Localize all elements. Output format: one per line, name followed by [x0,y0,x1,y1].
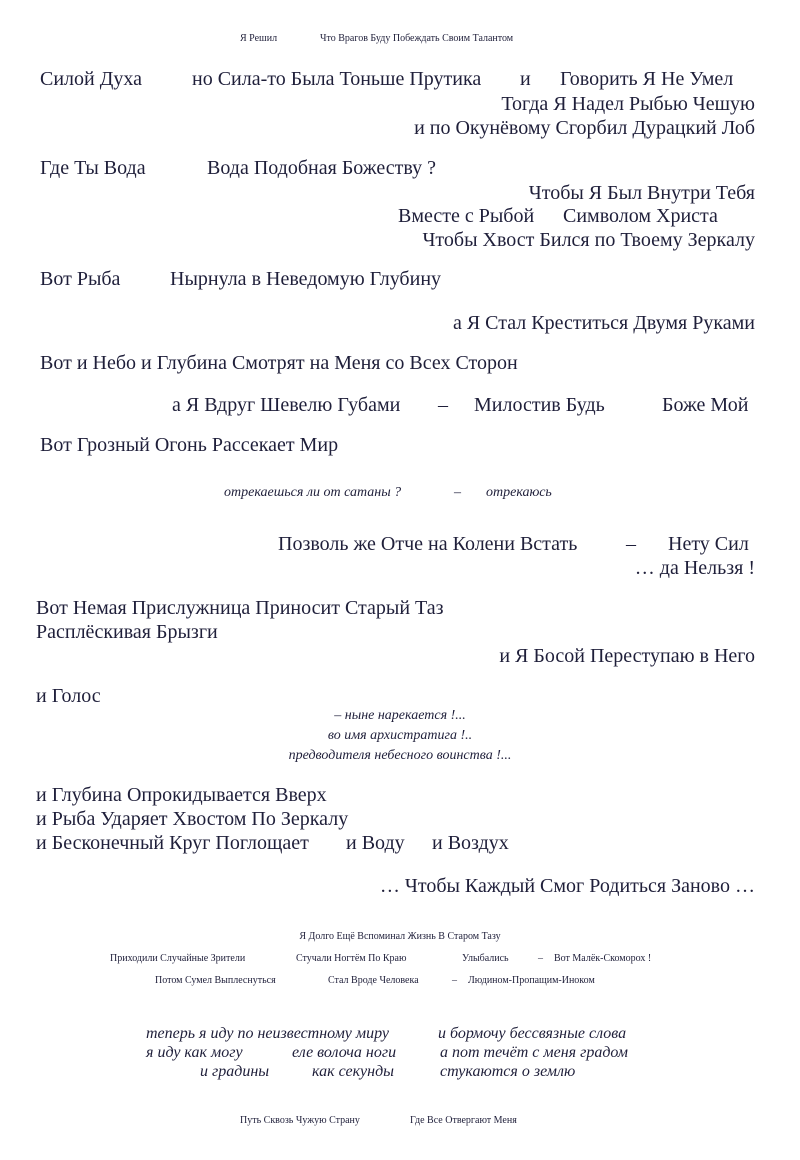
verse-line: Вот Немая Прислужница Приносит Старый Таз [36,597,444,619]
italic-line: а пот течёт с меня градом [440,1044,629,1061]
verse-line: и [520,68,531,90]
verse-line: а Я Стал Креститься Двумя Руками [452,312,755,334]
verse-line: и Голос [36,685,101,707]
small-line: Стал Вроде Человека [328,975,419,986]
verse-line: и по Окунёвому Сгорбил Дурацкий Лоб [414,117,755,139]
small-line: – [452,975,457,986]
verse-line: Позволь же Отче на Колени Встать [278,533,578,555]
verse-line: Вместе с Рыбой [398,205,535,227]
italic-line: стукаются о землю [440,1063,576,1080]
verse-line: – [438,394,448,416]
italic-line: отрекаешься ли от сатаны ? [224,485,402,500]
italic-line: и бормочу бессвязные слова [438,1025,627,1042]
verse-line: … да Нельзя ! [634,557,755,579]
small-line: Вот Малёк-Скоморох ! [554,953,652,964]
italic-line: отрекаюсь [486,485,552,500]
italic-line: теперь я иду по неизвестному миру [146,1025,389,1042]
verse-line: Боже Мой [662,394,749,416]
italic-line: еле волоча ноги [292,1044,397,1061]
verse-line: но Сила-то Была Тоньше Прутика [192,68,482,90]
italic-line: и градины [200,1063,270,1080]
verse-line: Нырнула в Неведомую Глубину [170,268,442,290]
small-line: Я Долго Ещё Вспоминал Жизнь В Старом Тазу [299,931,501,942]
verse-line: … Чтобы Каждый Смог Родиться Заново … [379,875,755,897]
verse-line: и Воду [346,832,405,854]
verse-line: Где Ты Вода [40,157,146,179]
verse-line: Чтобы Хвост Бился по Твоему Зеркалу [422,229,755,251]
verse-line: Символом Христа [563,205,718,227]
bottom-line-2: Где Все Отвергают Меня [410,1115,517,1126]
small-line: Потом Сумел Выплеснуться [155,975,276,986]
verse-line: Вода Подобная Божеству ? [207,157,436,179]
verse-line: и Рыба Ударяет Хвостом По Зеркалу [36,808,349,830]
italic-line: я иду как могу [146,1044,243,1061]
verse-line: Тогда Я Надел Рыбью Чешую [501,93,755,115]
verse-line: Вот и Небо и Глубина Смотрят на Меня со Всех Сторон [40,352,518,374]
italic-line: как секунды [312,1063,395,1080]
verse-line: Расплёскивая Брызги [36,621,218,643]
italic-line: во имя архистратига !.. [327,728,473,743]
italic-line: – [454,485,461,500]
small-line: – [538,953,543,964]
verse-line: Вот Грозный Огонь Рассекает Мир [40,434,339,456]
verse-line: и Я Босой Переступаю в Него [499,645,755,667]
italic-line: – ныне нарекается !... [334,708,466,723]
small-line: Людином-Пропащим-Иноком [468,975,595,986]
small-line: Стучали Ногтём По Краю [296,953,407,964]
bottom-line-1: Путь Сквозь Чужую Страну [240,1115,360,1126]
verse-line: – [626,533,636,555]
verse-line: Говорить Я Не Умел [560,68,734,90]
italic-line: предводителя небесного воинства !... [288,748,512,763]
verse-line: Нету Сил [668,533,749,555]
verse-line: и Бесконечный Круг Поглощает [36,832,309,854]
small-line: Приходили Случайные Зрители [110,953,246,964]
verse-line: Силой Духа [40,68,142,90]
verse-line: и Воздух [432,832,509,854]
verse-line: и Глубина Опрокидывается Вверх [36,784,327,806]
verse-line: Милостив Будь [474,394,605,416]
verse-line: Чтобы Я Был Внутри Тебя [528,182,755,204]
verse-line: а Я Вдруг Шевелю Губами [172,394,401,416]
top-line-1: Я Решил [240,33,278,44]
top-line-2: Что Врагов Буду Побеждать Своим Талантом [320,33,514,44]
small-line: Улыбались [462,953,509,964]
verse-line: Вот Рыба [40,268,121,290]
